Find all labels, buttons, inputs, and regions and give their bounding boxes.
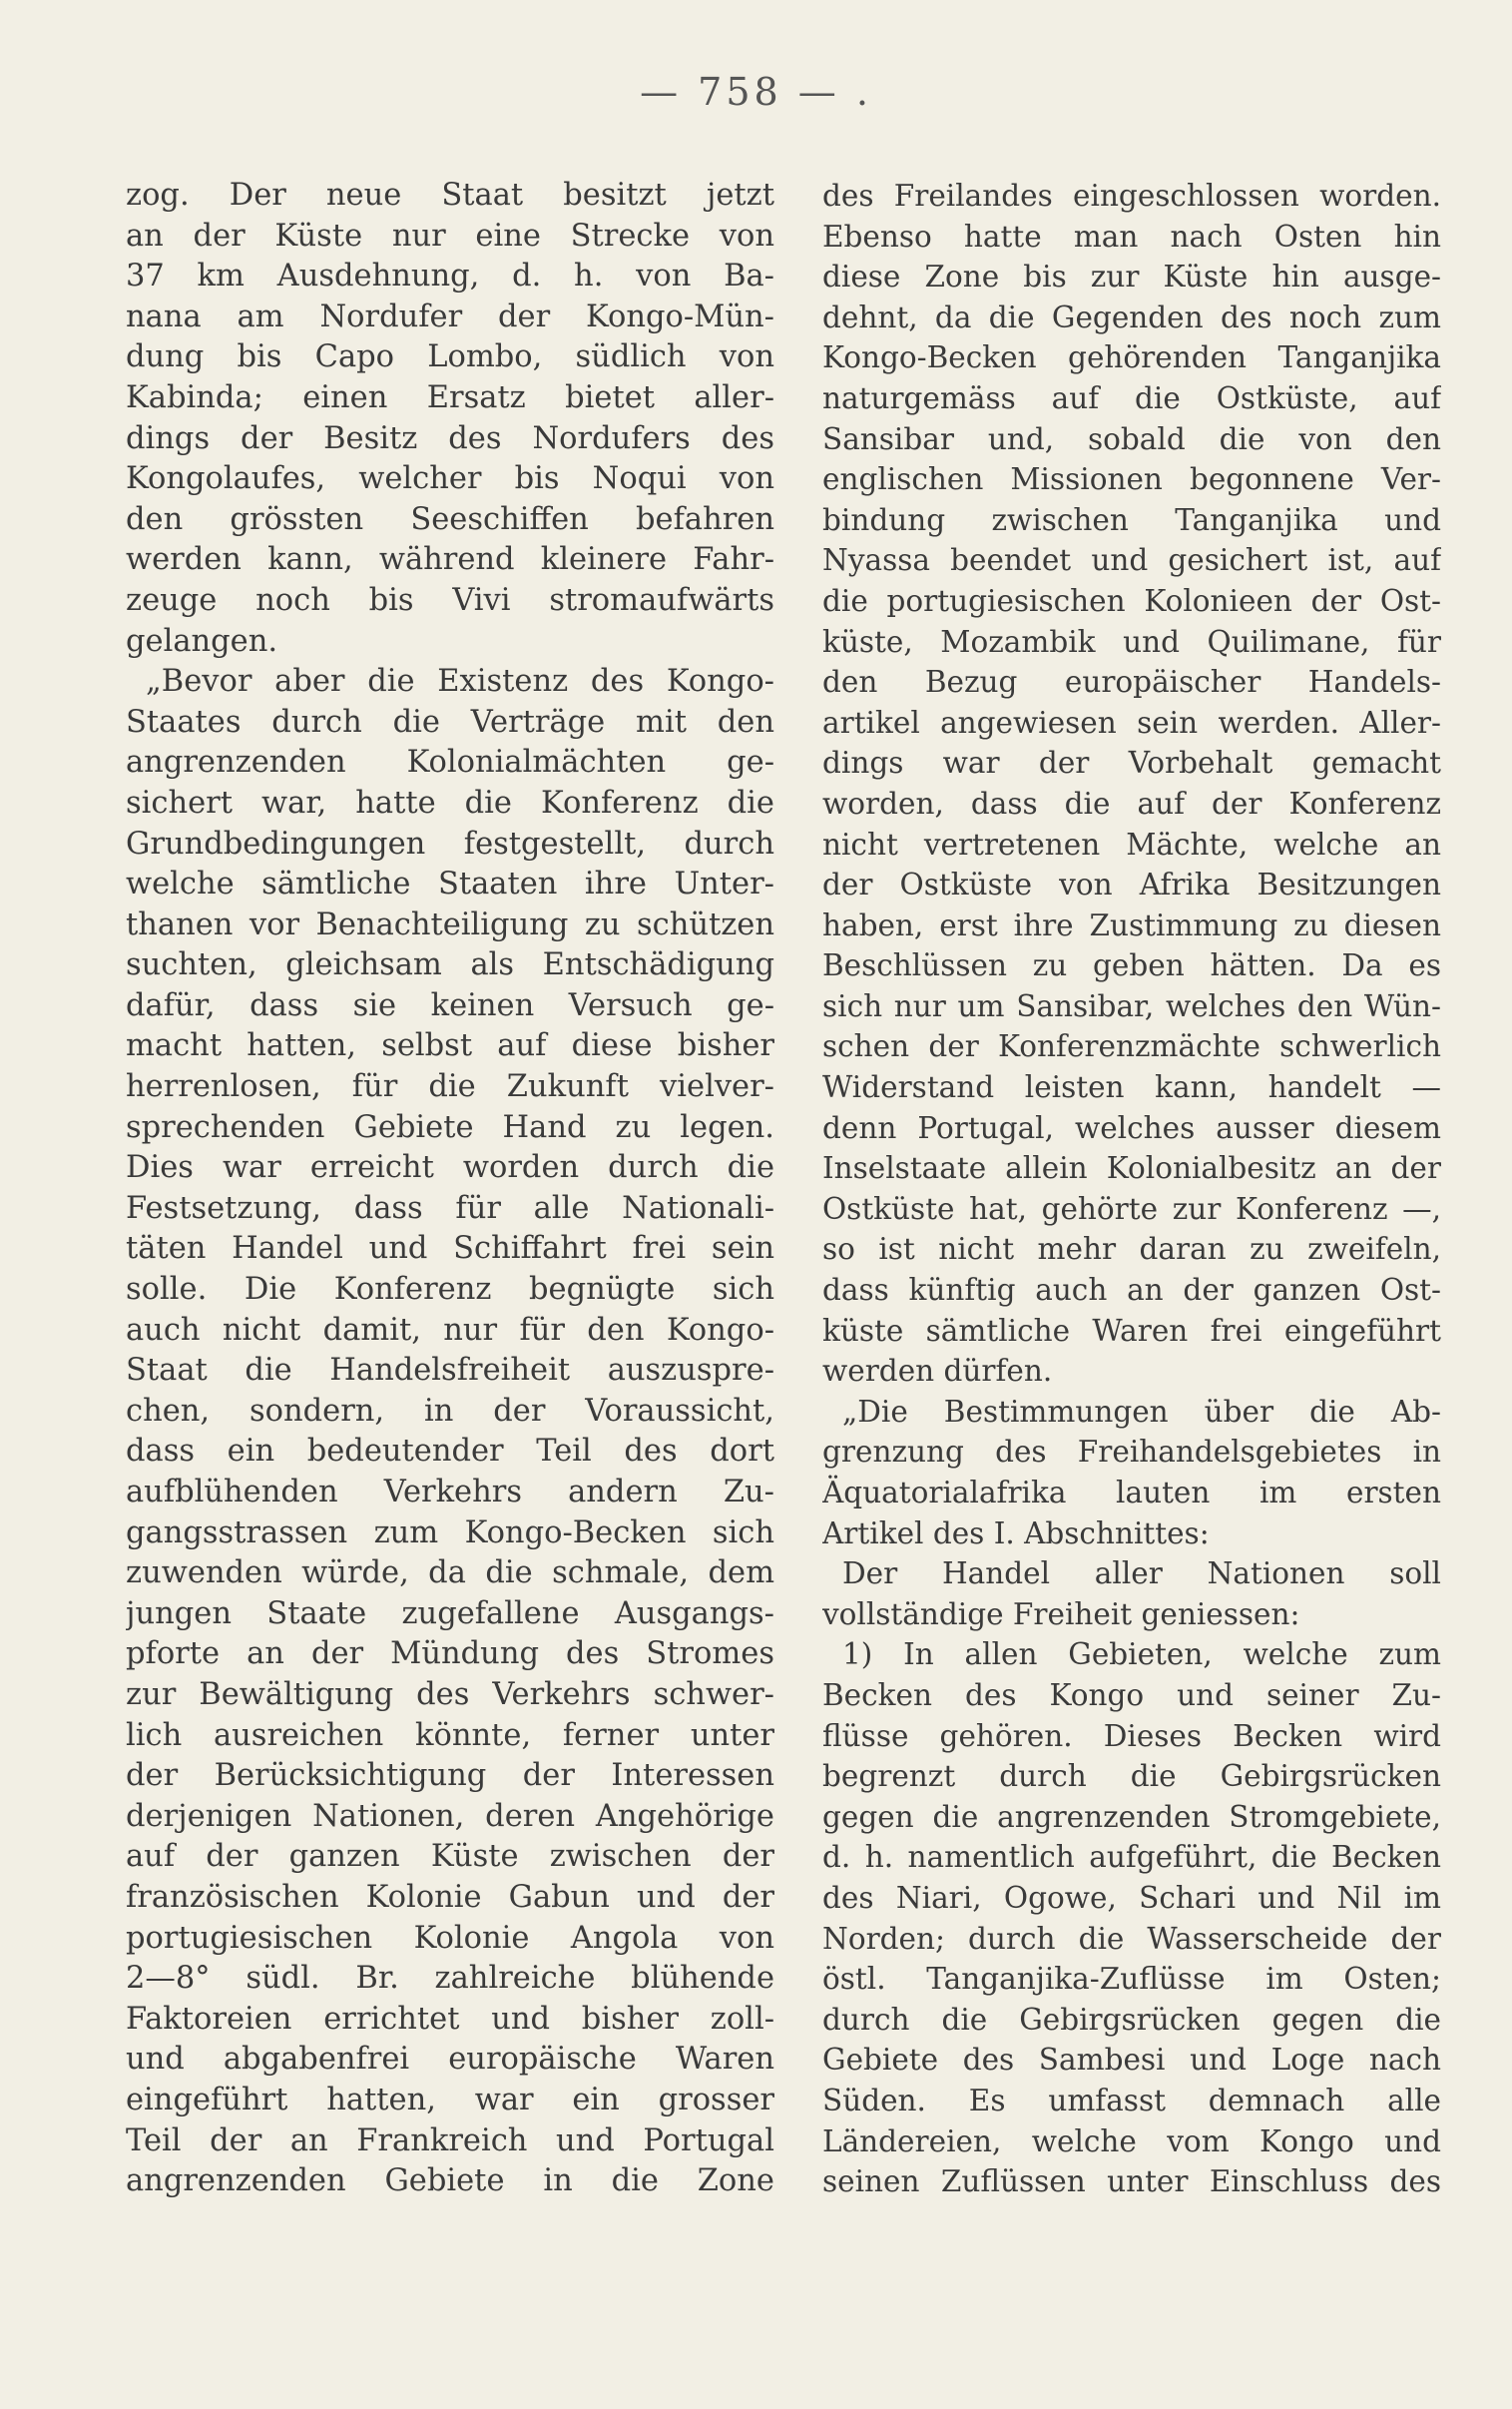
text-line: Süden. Es umfasst demnach alle [822, 2083, 1441, 2117]
text-line: und abgabenfrei europäische Waren [126, 2042, 774, 2078]
text-line: artikel angewiesen sein werden. Aller- [822, 705, 1441, 740]
text-line: portugiesischen Kolonie Angola von [126, 1920, 774, 1956]
text-line: Norden; durch die Wasserscheide der [822, 1921, 1441, 1956]
text-line: werden dürfen. [822, 1354, 1053, 1389]
text-line: des Niari, Ogowe, Schari und Nil im [822, 1880, 1441, 1915]
text-line: täten Handel und Schiffahrt frei sein [126, 1231, 774, 1267]
text-line: sich nur um Sansibar, welches den Wün- [822, 988, 1441, 1023]
text-line: Widerstand leisten kann, handelt — [822, 1070, 1441, 1105]
text-line: Ebenso hatte man nach Osten hin [822, 219, 1441, 254]
text-line: 37 km Ausdehnung, d. h. von Ba- [126, 259, 774, 295]
text-line: französischen Kolonie Gabun und der [126, 1879, 774, 1915]
text-line: Artikel des I. Abschnittes: [822, 1515, 1210, 1550]
text-line: Äquatorialafrika lauten im ersten [822, 1476, 1441, 1509]
text-line: Ostküste hat, gehörte zur Konferenz —, [822, 1191, 1441, 1226]
text-line: naturgemäss auf die Ostküste, auf [822, 380, 1441, 415]
text-line: auf der ganzen Küste zwischen der [126, 1839, 774, 1875]
text-line: sprechenden Gebiete Hand zu legen. [126, 1109, 774, 1145]
text-line: Ländereien, welche vom Kongo und [822, 2123, 1441, 2158]
text-line: pforte an der Mündung des Stromes [126, 1636, 774, 1672]
text-line: sichert war, hatte die Konferenz die [126, 785, 774, 821]
right-column [822, 176, 1441, 2202]
text-line: dings der Besitz des Nordufers des [126, 420, 774, 456]
text-line: der Berücksichtigung der Interessen [126, 1758, 774, 1794]
text-line: d. h. namentlich aufgeführt, die Becken [822, 1840, 1441, 1875]
text-line: den grössten Seeschiffen befahren [126, 501, 774, 537]
text-line: worden, dass die auf der Konferenz [822, 786, 1441, 821]
text-line: flüsse gehören. Dieses Becken wird [822, 1718, 1441, 1753]
text-line: seinen Zuflüssen unter Einschluss des [822, 2164, 1441, 2199]
text-line: Kongolaufes, welcher bis Noqui von [126, 461, 774, 497]
text-line: gelangen. [126, 623, 278, 659]
text-line: schen der Konferenzmächte schwerlich [822, 1029, 1441, 1064]
text-line: zeuge noch bis Vivi stromaufwärts [126, 582, 774, 618]
text-line: an der Küste nur eine Strecke von [126, 218, 774, 254]
text-line: des Freilandes eingeschlossen worden. [822, 179, 1441, 213]
text-line: chen, sondern, in der Voraussicht, [126, 1393, 774, 1429]
text-line: 1) In allen Gebieten, welche zum [842, 1637, 1441, 1672]
text-line: zog. Der neue Staat besitzt jetzt [126, 178, 774, 213]
text-line: küste sämtliche Waren frei eingeführt [822, 1313, 1441, 1348]
text-line: zuwenden würde, da die schmale, dem [126, 1555, 774, 1591]
text-line: Teil der an Frankreich und Portugal [126, 2122, 774, 2158]
text-line: angrenzenden Gebiete in die Zone [126, 2163, 774, 2199]
text-line: Staat die Handelsfreiheit auszuspre- [126, 1353, 774, 1389]
text-line: Nyassa beendet und gesichert ist, auf [822, 543, 1441, 578]
text-line: bindung zwischen Tanganjika und [822, 502, 1441, 537]
text-line: östl. Tanganjika-Zuflüsse im Osten; [822, 1962, 1441, 1997]
text-line: „Bevor aber die Existenz des Kongo- [146, 664, 774, 700]
text-line: Gebiete des Sambesi und Loge nach [822, 2043, 1441, 2078]
text-line: „Die Bestimmungen über die Ab- [842, 1394, 1441, 1429]
text-line: durch die Gebirgsrücken gegen die [822, 2002, 1441, 2037]
text-line: dass ein bedeutender Teil des dort [126, 1434, 774, 1470]
text-line: dung bis Capo Lombo, südlich von [126, 339, 774, 375]
text-line: begrenzt durch die Gebirgsrücken [822, 1759, 1441, 1794]
text-line: nicht vertretenen Mächte, welche an [822, 827, 1441, 862]
text-line: suchten, gleichsam als Entschädigung [126, 947, 774, 983]
text-line: Grundbedingungen festgestellt, durch [126, 826, 774, 862]
text-line: macht hatten, selbst auf diese bisher [126, 1028, 774, 1064]
text-line: Staates durch die Verträge mit den [126, 704, 774, 740]
text-line: thanen vor Benachteiligung zu schützen [126, 906, 774, 942]
text-line: jungen Staate zugefallene Ausgangs- [126, 1595, 774, 1631]
text-line: Becken des Kongo und seiner Zu- [822, 1677, 1441, 1712]
text-line: 2—8° südl. Br. zahlreiche blühende [126, 1961, 774, 1997]
text-line: diese Zone bis zur Küste hin ausge- [822, 260, 1441, 295]
text-line: Kabinda; einen Ersatz bietet aller- [126, 379, 774, 415]
text-line: angrenzenden Kolonialmächten ge- [126, 745, 774, 781]
text-line: herrenlosen, für die Zukunft vielver- [126, 1069, 774, 1105]
text-line: dehnt, da die Gegenden des noch zum [822, 300, 1441, 334]
text-line: Dies war erreicht worden durch die [126, 1150, 774, 1186]
text-line: so ist nicht mehr daran zu zweifeln, [822, 1232, 1441, 1267]
text-line: vollständige Freiheit geniessen: [822, 1596, 1300, 1631]
text-line: der Ostküste von Afrika Besitzungen [822, 868, 1441, 903]
text-line: haben, erst ihre Zustimmung zu diesen [822, 907, 1441, 942]
text-line: welche sämtliche Staaten ihre Unter- [126, 867, 774, 903]
text-line: auch nicht damit, nur für den Kongo- [126, 1312, 774, 1348]
text-line: dings war der Vorbehalt gemacht [822, 746, 1441, 781]
text-line: Beschlüssen zu geben hätten. Da es [822, 948, 1441, 983]
text-line: aufblühenden Verkehrs andern Zu- [126, 1475, 774, 1509]
text-line: nana am Nordufer der Kongo-Mün- [126, 299, 774, 334]
text-line: grenzung des Freihandelsgebietes in [822, 1435, 1441, 1470]
text-line: derjenigen Nationen, deren Angehörige [126, 1798, 774, 1834]
text-line: Kongo-Becken gehörenden Tanganjika [822, 340, 1441, 375]
text-line: dafür, dass sie keinen Versuch ge- [126, 987, 774, 1023]
text-line: den Bezug europäischer Handels- [822, 665, 1441, 700]
text-line: Inselstaate allein Kolonialbesitz an der [822, 1151, 1441, 1186]
text-line: werden kann, während kleinere Fahr- [126, 542, 774, 578]
text-line: küste, Mozambik und Quilimane, für [822, 624, 1441, 659]
text-line: Faktoreien errichtet und bisher zoll- [126, 2001, 774, 2037]
text-line: gangsstrassen zum Kongo-Becken sich [126, 1514, 774, 1550]
text-line: solle. Die Konferenz begnügte sich [126, 1272, 774, 1308]
text-line: denn Portugal, welches ausser diesem [822, 1110, 1441, 1145]
page-number: — 758 — . [640, 70, 872, 114]
text-line: Festsetzung, dass für alle Nationali- [126, 1190, 774, 1226]
text-line: Der Handel aller Nationen soll [842, 1556, 1441, 1591]
text-line: dass künftig auch an der ganzen Ost- [822, 1273, 1441, 1308]
text-line: lich ausreichen könnte, ferner unter [126, 1717, 774, 1753]
text-line: gegen die angrenzenden Stromgebiete, [822, 1799, 1441, 1834]
text-line: zur Bewältigung des Verkehrs schwer- [126, 1676, 774, 1712]
left-column [126, 176, 774, 2202]
text-line: englischen Missionen begonnene Ver- [822, 462, 1441, 497]
text-line: die portugiesischen Kolonieen der Ost- [822, 583, 1441, 618]
text-line: eingeführt hatten, war ein grosser [126, 2082, 774, 2117]
text-line: Sansibar und, sobald die von den [822, 421, 1441, 456]
